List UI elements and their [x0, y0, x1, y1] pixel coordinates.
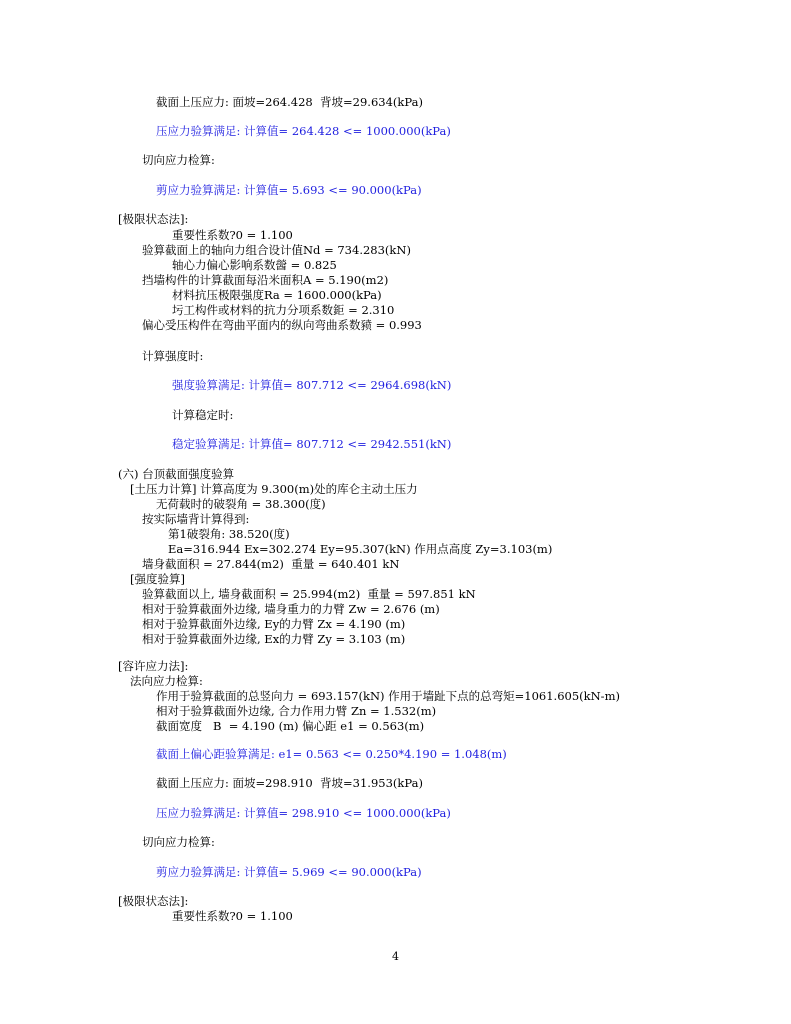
text-line-result: 压应力验算满足: 计算值= 298.910 <= 1000.000(kPa) [156, 806, 451, 820]
text-line: 计算强度时: [142, 349, 204, 363]
text-line: 截面宽度 B = 4.190 (m) 偏心距 e1 = 0.563(m) [156, 719, 425, 733]
text-line-result: 剪应力验算满足: 计算值= 5.693 <= 90.000(kPa) [156, 183, 422, 197]
page-number: 4 [392, 950, 399, 963]
text-line: 相对于验算截面外边缘, 合力作用力臂 Zn = 1.532(m) [156, 704, 437, 718]
text-line: Ea=316.944 Ex=302.274 Ey=95.307(kN) 作用点高度 Zy=3.103(m) [168, 542, 553, 556]
section-heading: [强度验算] [130, 572, 185, 586]
text-line: 相对于验算截面外边缘, Ey的力臂 Zx = 4.190 (m) [142, 617, 406, 631]
text-line: 切向应力检算: [142, 153, 215, 167]
text-line: 圬工构件或材料的抗力分项系数鉅 = 2.310 [172, 303, 395, 317]
text-line: 截面上压应力: 面坡=298.910 背坡=31.953(kPa) [156, 776, 423, 790]
text-line: 偏心受压构件在弯曲平面内的纵向弯曲系数豮 = 0.993 [142, 318, 422, 332]
text-line: 作用于验算截面的总竖向力 = 693.157(kN) 作用于墙趾下点的总弯矩=1061.605(kN-m) [156, 689, 620, 703]
text-line: 法向应力检算: [130, 674, 203, 688]
text-line: 墙身截面积 = 27.844(m2) 重量 = 640.401 kN [142, 557, 400, 571]
text-line-result: 强度验算满足: 计算值= 807.712 <= 2964.698(kN) [172, 378, 452, 392]
text-line: 第1破裂角: 38.520(度) [168, 527, 290, 541]
text-line-result: 压应力验算满足: 计算值= 264.428 <= 1000.000(kPa) [156, 124, 451, 138]
text-line-result: 剪应力验算满足: 计算值= 5.969 <= 90.000(kPa) [156, 865, 422, 879]
text-line-result: 稳定验算满足: 计算值= 807.712 <= 2942.551(kN) [172, 437, 452, 451]
text-line: 挡墙构件的计算截面每沿米面积A = 5.190(m2) [142, 273, 389, 287]
text-line: 材料抗压极限强度Ra = 1600.000(kPa) [172, 288, 382, 302]
text-line: 重要性系数?0 = 1.100 [172, 228, 293, 242]
text-line: 切向应力检算: [142, 835, 215, 849]
text-line: 验算截面上的轴向力组合设计值Nd = 734.283(kN) [142, 243, 411, 257]
text-line: [土压力计算] 计算高度为 9.300(m)处的库仑主动土压力 [130, 482, 418, 496]
section-heading: (六) 台顶截面强度验算 [118, 467, 235, 481]
text-line: 相对于验算截面外边缘, Ex的力臂 Zy = 3.103 (m) [142, 632, 406, 646]
text-line: 验算截面以上, 墙身截面积 = 25.994(m2) 重量 = 597.851 kN [142, 587, 476, 601]
text-line: 按实际墙背计算得到: [142, 512, 250, 526]
text-line: 截面上压应力: 面坡=264.428 背坡=29.634(kPa) [156, 95, 423, 109]
text-line: 重要性系数?0 = 1.100 [172, 909, 293, 923]
section-heading: [极限状态法]: [118, 894, 189, 908]
section-heading: [极限状态法]: [118, 212, 189, 226]
text-line-result: 截面上偏心距验算满足: e1= 0.563 <= 0.250*4.190 = 1.048(m) [156, 747, 507, 761]
text-line: 相对于验算截面外边缘, 墙身重力的力臂 Zw = 2.676 (m) [142, 602, 440, 616]
section-heading: [容许应力法]: [118, 659, 189, 673]
text-line: 计算稳定时: [172, 408, 234, 422]
text-line: 无荷载时的破裂角 = 38.300(度) [156, 497, 326, 511]
text-line: 轴心力偏心影响系数醟 = 0.825 [172, 258, 337, 272]
